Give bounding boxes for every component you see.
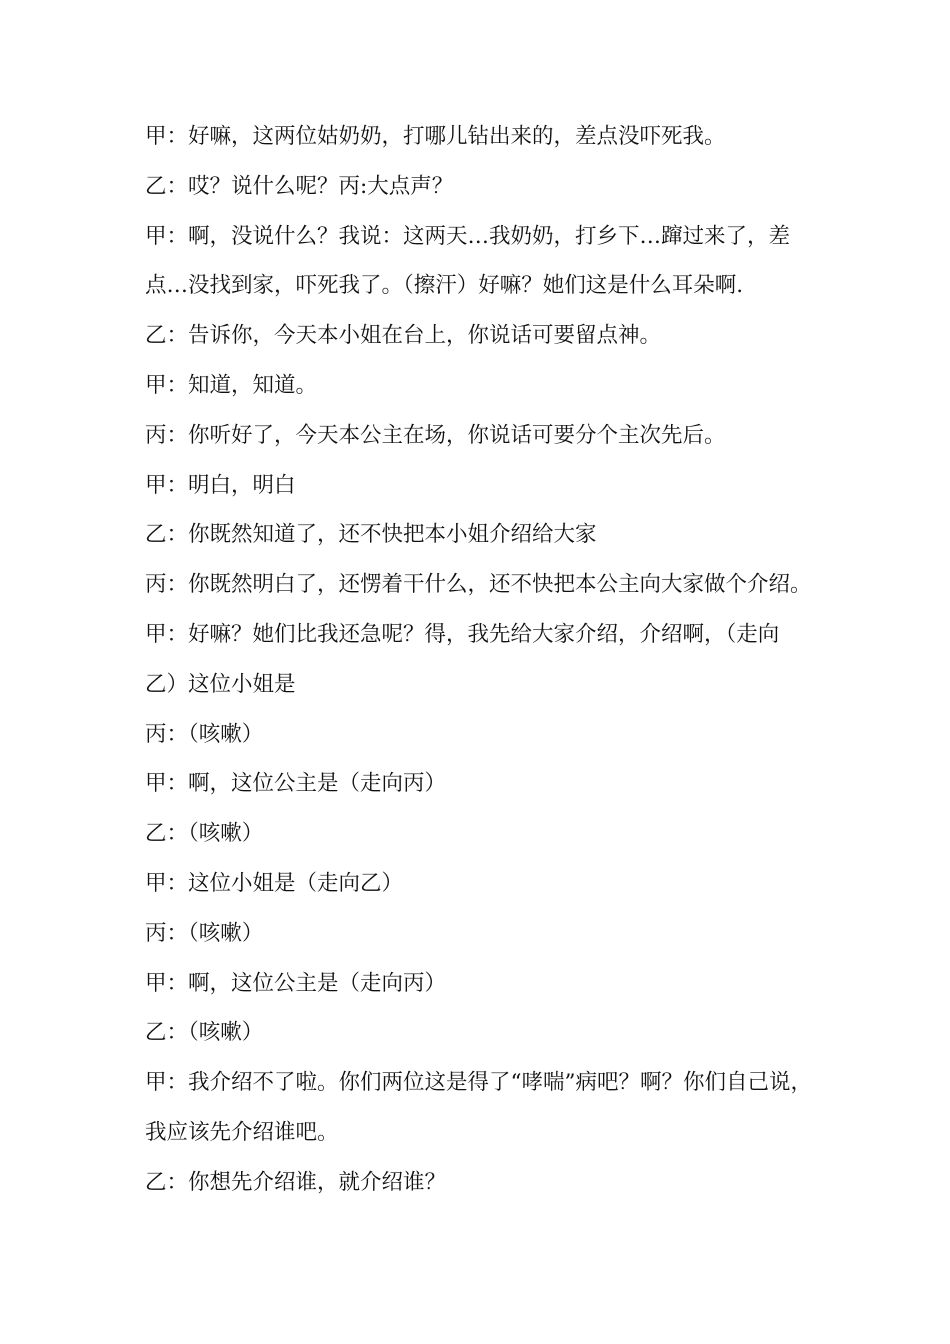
- dialogue-line: 乙）这位小姐是: [145, 671, 296, 697]
- dialogue-line: 乙：告诉你，今天本小姐在台上，你说话可要留点神。: [145, 323, 662, 349]
- dialogue-line: 甲：好嘛？她们比我还急呢？得，我先给大家介绍，介绍啊，（走向: [145, 621, 780, 647]
- dialogue-line: 甲：啊，这位公主是（走向丙）: [145, 771, 447, 797]
- dialogue-line: 丙：你听好了，今天本公主在场，你说话可要分个主次先后。: [145, 422, 726, 448]
- dialogue-line: 乙：哎？说什么呢？丙:大点声？: [145, 173, 454, 199]
- dialogue-line: 乙：（咳嗽）: [145, 1020, 264, 1046]
- dialogue-line: 丙：你既然明白了，还愣着干什么，还不快把本公主向大家做个介绍。: [145, 572, 812, 598]
- dialogue-text: [145, 116, 810, 1212]
- dialogue-line: 乙：（咳嗽）: [145, 821, 264, 847]
- dialogue-line: 丙：（咳嗽）: [145, 721, 264, 747]
- dialogue-line: 甲：啊，这位公主是（走向丙）: [145, 970, 447, 996]
- dialogue-line: 乙：你想先介绍谁，就介绍谁？: [145, 1169, 447, 1195]
- dialogue-line: 我应该先介绍谁吧。: [145, 1119, 339, 1145]
- dialogue-line: 甲：好嘛，这两位姑奶奶，打哪儿钻出来的，差点没吓死我。: [145, 124, 726, 149]
- dialogue-line: 甲：这位小姐是（走向乙）: [145, 870, 404, 896]
- dialogue-line: 乙：你既然知道了，还不快把本小姐介绍给大家: [145, 522, 597, 548]
- dialogue-line: 甲：知道，知道。: [145, 372, 318, 398]
- dialogue-line: 点…没找到家，吓死我了。（擦汗）好嘛？她们这是什么耳朵啊.: [145, 273, 744, 299]
- dialogue-line: 甲：明白，明白: [145, 472, 296, 498]
- dialogue-line: 甲：啊，没说什么？我说：这两天…我奶奶，打乡下…蹿过来了，差: [145, 223, 791, 249]
- dialogue-line: 丙：（咳嗽）: [145, 920, 264, 946]
- dialogue-line: 甲：我介绍不了啦。你们两位这是得了“哮喘”病吧？啊？你们自己说，: [145, 1070, 812, 1096]
